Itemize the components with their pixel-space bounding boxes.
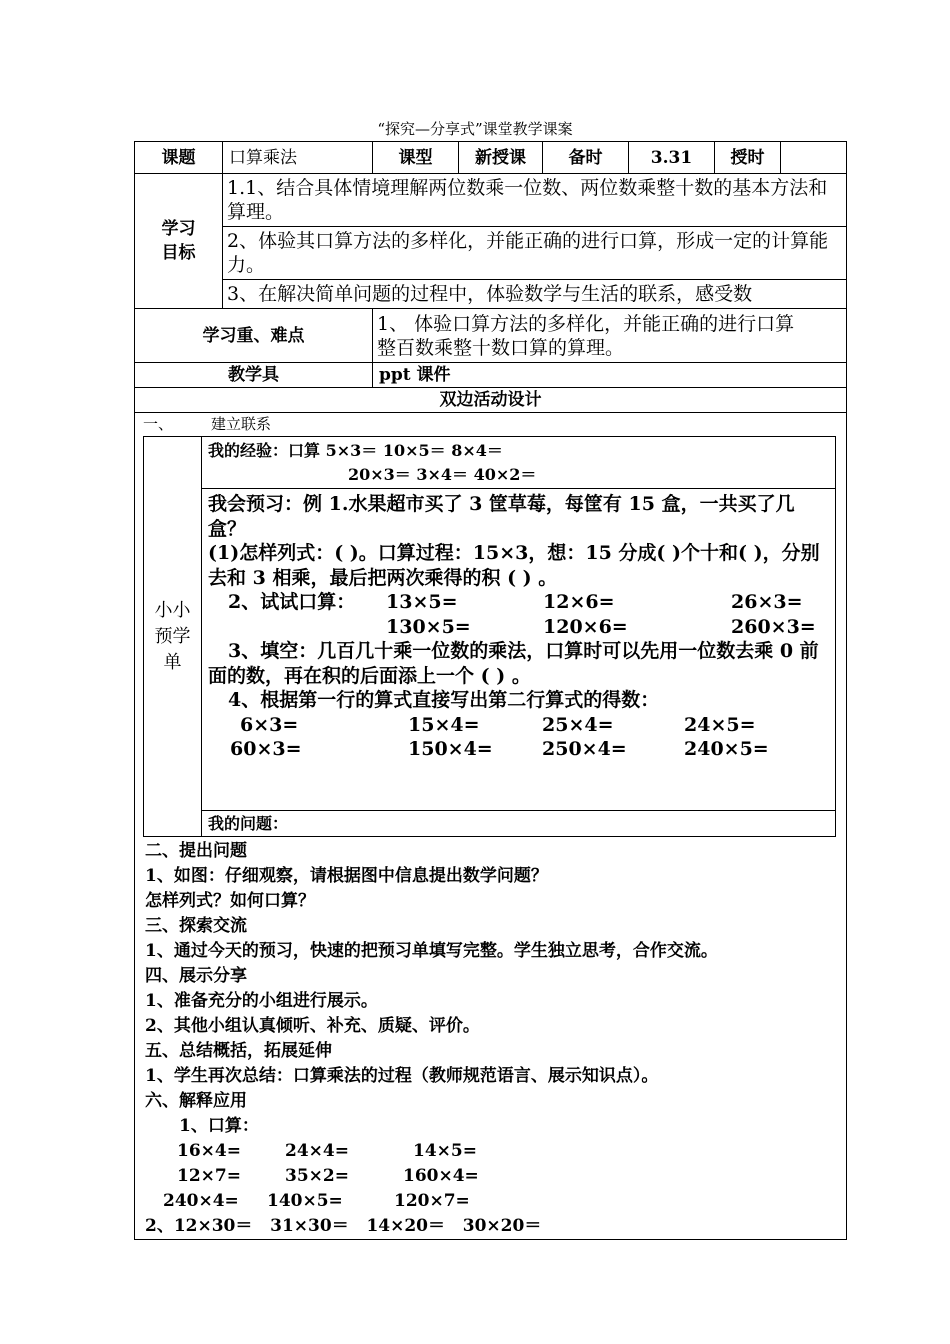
- key-points-label: 学习重、难点: [135, 309, 373, 363]
- body-line: 二、提出问题: [145, 841, 247, 861]
- my-question: 我的问题：: [202, 811, 836, 837]
- practice-line-2: 2、12×30＝ 31×30＝ 14×20＝ 30×20＝: [145, 1216, 542, 1236]
- body-line: 五、总结概括，拓展延伸: [145, 1041, 332, 1061]
- topic-label: 课题: [135, 142, 223, 174]
- type-value: 新授课: [459, 142, 543, 174]
- lesson-plan-table: [134, 141, 847, 1240]
- body-line: 六、解释应用: [145, 1091, 247, 1111]
- practice-row-3: 240×4= 140×5= 120×7=: [163, 1191, 470, 1211]
- goals-label: 学习目标: [135, 174, 223, 309]
- body-lines: [135, 837, 846, 1239]
- topic-value: 口算乘法: [223, 142, 373, 174]
- goal-item-2: 2、体验其口算方法的多样化，并能正确的进行口算，形成一定的计算能力。: [223, 227, 847, 280]
- preview-block: 我会预习：例 1.水果超市买了 3 筐草莓，每筐有 15 盒，一共买了几盒？ (1)怎样列式：( )。口算过程：15×3，想：15 分成( )个十和( )，分别去和 3 相乘，最后把两次乘得的积 ( ) 。 2、试试口算： 13×5= 12×6= 26×3= 130×5= 120×6= 260×3= 3、填空：几百几十乘一位数的乘法，口算时可以先用一位数去乘 0 前面的数，再在积的后面添上一个 ( ) 。 4、根据第一行的算式直接写出第二行算式的得数： 6×3= 15×4= 25×4= 24×5= 60×3= 150×4= 250×4= 240×5=: [202, 489, 836, 811]
- body-line: 2、其他小组认真倾听、补充、质疑、评价。: [145, 1016, 480, 1036]
- practice-label: 1、口算：: [179, 1116, 259, 1136]
- goal-item-1: 1.1、结合具体情境理解两位数乘一位数、两位数乘整十数的基本方法和算理。: [223, 174, 847, 227]
- body-line: 四、展示分享: [145, 966, 247, 986]
- prep-value: 3.31: [629, 142, 715, 174]
- experience-block: 我的经验：口算 5×3＝ 10×5＝ 8×4＝ 20×3＝ 3×4＝ 40×2＝: [202, 437, 836, 489]
- practice-row-2: 12×7= 35×2= 160×4=: [177, 1166, 479, 1186]
- page-title: “探究—分享式”课堂教学课案: [377, 120, 573, 138]
- prestudy-side-label: 小小预学单: [144, 437, 202, 837]
- teach-label: 授时: [715, 142, 781, 174]
- teach-value: [781, 142, 847, 174]
- goal-item-3: 3、在解决简单问题的过程中，体验数学与生活的联系，感受数: [223, 280, 847, 309]
- section-1-heading: 一、 建立联系: [143, 415, 272, 433]
- prep-label: 备时: [543, 142, 629, 174]
- tools-value: ppt 课件: [373, 363, 847, 388]
- body-line: 1、通过今天的预习，快速的把预习单填写完整。学生独立思考，合作交流。: [145, 941, 718, 961]
- body-line: 1、准备充分的小组进行展示。: [145, 991, 378, 1011]
- practice-row-1: 16×4= 24×4= 14×5=: [177, 1141, 477, 1161]
- body-line: 1、如图：仔细观察，请根据图中信息提出数学问题？: [145, 866, 548, 886]
- tools-label: 教学具: [135, 363, 373, 388]
- type-label: 课型: [373, 142, 459, 174]
- design-title: 双边活动设计: [135, 388, 847, 413]
- prestudy-sheet: [143, 436, 836, 837]
- body-line: 怎样列式？如何口算？: [145, 891, 315, 911]
- activity-body: [135, 413, 847, 1240]
- body-line: 1、学生再次总结：口算乘法的过程（教师规范语言、展示知识点）。: [145, 1066, 659, 1086]
- body-line: 三、探索交流: [145, 916, 247, 936]
- key-points-value: 1、 体验口算方法的多样化，并能正确的进行口算 整百数乘整十数口算的算理。: [373, 309, 847, 363]
